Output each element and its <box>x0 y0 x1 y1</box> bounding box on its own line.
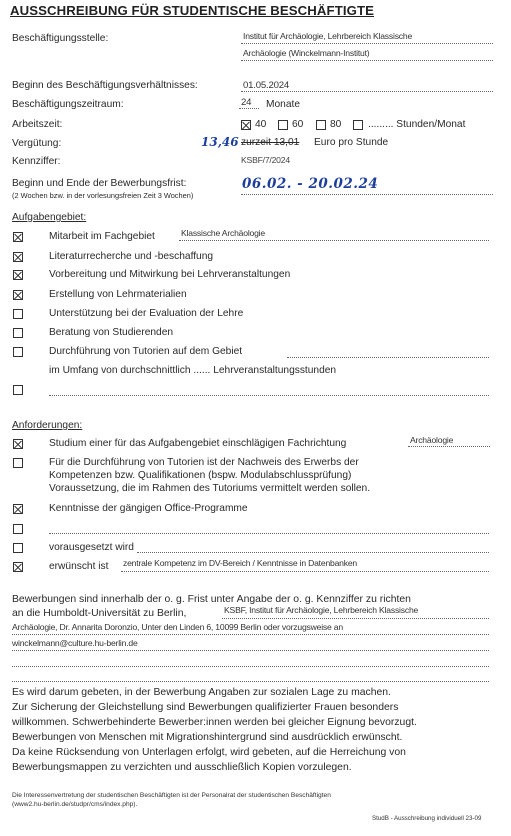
hinweis-3: willkommen. Schwerbehinderte Bewerber:innen werden bei gleicher Eignung bevorzugt. <box>12 717 417 728</box>
bewerbung-dots-2 <box>12 634 489 635</box>
aufgabe-other-checkbox[interactable] <box>13 385 23 395</box>
frist-note: (2 Wochen bzw. in der vorlesungsfreien Zeit 3 Wochen) <box>12 191 194 200</box>
arbeitszeit-other-checkbox[interactable] <box>353 120 363 130</box>
bewerbung-dots-3 <box>12 650 489 651</box>
arbeitszeit-60-checkbox[interactable] <box>278 120 288 130</box>
bewerbung-line2: an die Humboldt-Universität zu Berlin, <box>12 608 187 619</box>
kennziffer-label: Kennziffer: <box>12 156 61 167</box>
tutorien-nachweis-l2: Kompetenzen bzw. Qualifikationen (bspw. Modulabschlussprüfung) <box>49 470 352 481</box>
frist-dots <box>241 194 493 195</box>
studium-checkbox[interactable] <box>13 439 23 449</box>
aufgabe-2-label: Literaturrecherche und -beschaffung <box>49 251 214 262</box>
aufgabe-1-fill[interactable]: Klassische Archäologie <box>181 228 265 238</box>
aufgabe-6-label: Beratung von Studierenden <box>49 327 174 338</box>
kennziffer-value[interactable]: KSBF/7/2024 <box>241 155 290 165</box>
vorausgesetzt-label: vorausgesetzt wird <box>49 542 134 553</box>
verguetung-struck: zurzeit 13,01 <box>241 137 300 148</box>
aufgabe-5-label: Unterstützung bei der Evaluation der Lehre <box>49 308 244 319</box>
arbeitszeit-80-checkbox[interactable] <box>316 120 326 130</box>
frist-label: Beginn und Ende der Bewerbungsfrist: <box>12 178 187 189</box>
hinweis-2: Zur Sicherung der Gleichstellung sind Bewerbungen qualifizierter Frauen besonders <box>12 702 399 713</box>
arbeitszeit-label: Arbeitszeit: <box>12 119 63 130</box>
tutorien-nachweis-checkbox[interactable] <box>13 458 23 468</box>
beginn-dots <box>241 91 493 92</box>
aufgabe-3-label: Vorbereitung und Mitwirkung bei Lehrveranstaltungen <box>49 269 291 280</box>
hinweis-5: Da keine Rücksendung von Unterlagen erfolgt, wird gebeten, auf die Herreichung von <box>12 747 406 758</box>
tutorien-nachweis-l3: Voraussetzung, die im Rahmen des Tutoriums vermittelt werden sollen. <box>49 483 371 494</box>
stelle-label: Beschäftigungsstelle: <box>12 33 109 44</box>
anforderung-other-dots <box>49 533 489 534</box>
verguetung-handwritten: 13,46 <box>201 135 239 149</box>
arbeitszeit-40-checkbox[interactable] <box>241 120 251 130</box>
erwuenscht-fill[interactable]: zentrale Kompetenz im DV-Bereich / Kenntnisse in Datenbanken <box>123 558 358 568</box>
stelle-value-line1[interactable]: Institut für Archäologie, Lehrbereich Klassische <box>243 31 413 41</box>
aufgabe-3-checkbox[interactable] <box>13 270 23 280</box>
studium-fill[interactable]: Archäologie <box>410 435 454 445</box>
zeitraum-value[interactable]: 24 <box>241 97 252 108</box>
stelle-value-line2[interactable]: Archäologie (Winckelmann-Institut) <box>243 48 370 58</box>
aufgabe-1-dots <box>179 240 489 241</box>
arbeitszeit-40-label: 40 <box>255 119 267 130</box>
aufgabe-1-checkbox[interactable] <box>13 232 23 242</box>
tutorien-umfang: im Umfang von durchschnittlich ...... Lehrveranstaltungsstunden <box>49 365 337 376</box>
bewerbung-address-2[interactable]: Archäologie, Dr. Annarita Doronzio, Unter den Linden 6, 10099 Berlin oder vorzugsweise an <box>12 622 343 632</box>
beginn-value[interactable]: 01.05.2024 <box>243 80 290 91</box>
page-title: AUSSCHREIBUNG FÜR STUDENTISCHE BESCHÄFTIGTE <box>10 3 375 18</box>
aufgabe-5-checkbox[interactable] <box>13 309 23 319</box>
verguetung-unit: Euro pro Stunde <box>314 137 389 148</box>
erwuenscht-checkbox[interactable] <box>13 562 23 572</box>
erwuenscht-dots <box>121 571 489 572</box>
aufgabe-4-label: Erstellung von Lehrmaterialien <box>49 289 187 300</box>
office-checkbox[interactable] <box>13 504 23 514</box>
beginn-label: Beginn des Beschäftigungsverhältnisses: <box>12 80 198 91</box>
hinweis-4: Bewerbungen von Menschen mit Migrationshintergrund sind ausdrücklich erwünscht. <box>12 732 403 743</box>
zeitraum-unit: Monate <box>266 99 300 110</box>
hinweis-6: Bewerbungsmappen zu verzichten und ausschließlich Kopien vorzulegen. <box>12 762 352 773</box>
bewerbung-dots-1 <box>222 618 489 619</box>
anforderungen-heading: Anforderungen: <box>12 420 83 431</box>
studium-dots <box>408 446 490 447</box>
vorausgesetzt-dots <box>137 552 489 553</box>
aufgabe-7-label: Durchführung von Tutorien auf dem Gebiet <box>49 346 243 357</box>
footer-line1: Die Interessenvertretung der studentischen Beschäftigten ist der Personalrat der studentischen Beschäftigten <box>12 792 331 799</box>
bewerbung-dots-5 <box>12 681 489 682</box>
tutorien-nachweis-l1: Für die Durchführung von Tutorien ist der Nachweis des Erwerbs der <box>49 457 359 468</box>
bewerbung-address-1[interactable]: KSBF, Institut für Archäologie, Lehrbereich Klassische <box>224 605 419 615</box>
aufgabe-7-checkbox[interactable] <box>13 347 23 357</box>
vorausgesetzt-checkbox[interactable] <box>13 543 23 553</box>
arbeitszeit-tail: ......... Stunden/Monat <box>368 119 466 130</box>
zeitraum-dots <box>239 108 259 109</box>
bewerbung-line1: Bewerbungen sind innerhalb der o. g. Frist unter Angabe der o. g. Kennziffer zu richten <box>12 594 411 605</box>
bewerbung-dots-4 <box>12 666 489 667</box>
hinweis-1: Es wird darum gebeten, in der Bewerbung Angaben zur sozialen Lage zu machen. <box>12 687 391 698</box>
aufgabe-2-checkbox[interactable] <box>13 252 23 262</box>
erwuenscht-label: erwünscht ist <box>49 561 109 572</box>
arbeitszeit-80-label: 80 <box>330 119 342 130</box>
aufgabe-7-dots <box>287 357 489 358</box>
footer-line2: (www2.hu-berlin.de/studpr/cms/index.php). <box>12 801 138 808</box>
arbeitszeit-60-label: 60 <box>292 119 304 130</box>
office-label: Kenntnisse der gängigen Office-Programme <box>49 503 248 514</box>
footer-form-id: StudB - Ausschreibung individuell 23-09 <box>372 815 482 822</box>
aufgabe-6-checkbox[interactable] <box>13 328 23 338</box>
aufgabe-other-dots <box>49 395 489 396</box>
anforderung-other-checkbox[interactable] <box>13 524 23 534</box>
frist-handwritten: 06.02. - 20.02.24 <box>242 176 379 192</box>
bewerbung-email[interactable]: winckelmann@culture.hu-berlin.de <box>12 638 138 648</box>
studium-label: Studium einer für das Aufgabengebiet einschlägigen Fachrichtung <box>49 438 347 449</box>
stelle-line2-dots <box>241 60 493 61</box>
zeitraum-label: Beschäftigungszeitraum: <box>12 99 124 110</box>
aufgabe-4-checkbox[interactable] <box>13 290 23 300</box>
aufgaben-heading: Aufgabengebiet: <box>12 212 87 223</box>
aufgabe-1-label: Mitarbeit im Fachgebiet <box>49 231 155 242</box>
stelle-line1-dots <box>241 43 493 44</box>
verguetung-label: Vergütung: <box>12 138 62 149</box>
